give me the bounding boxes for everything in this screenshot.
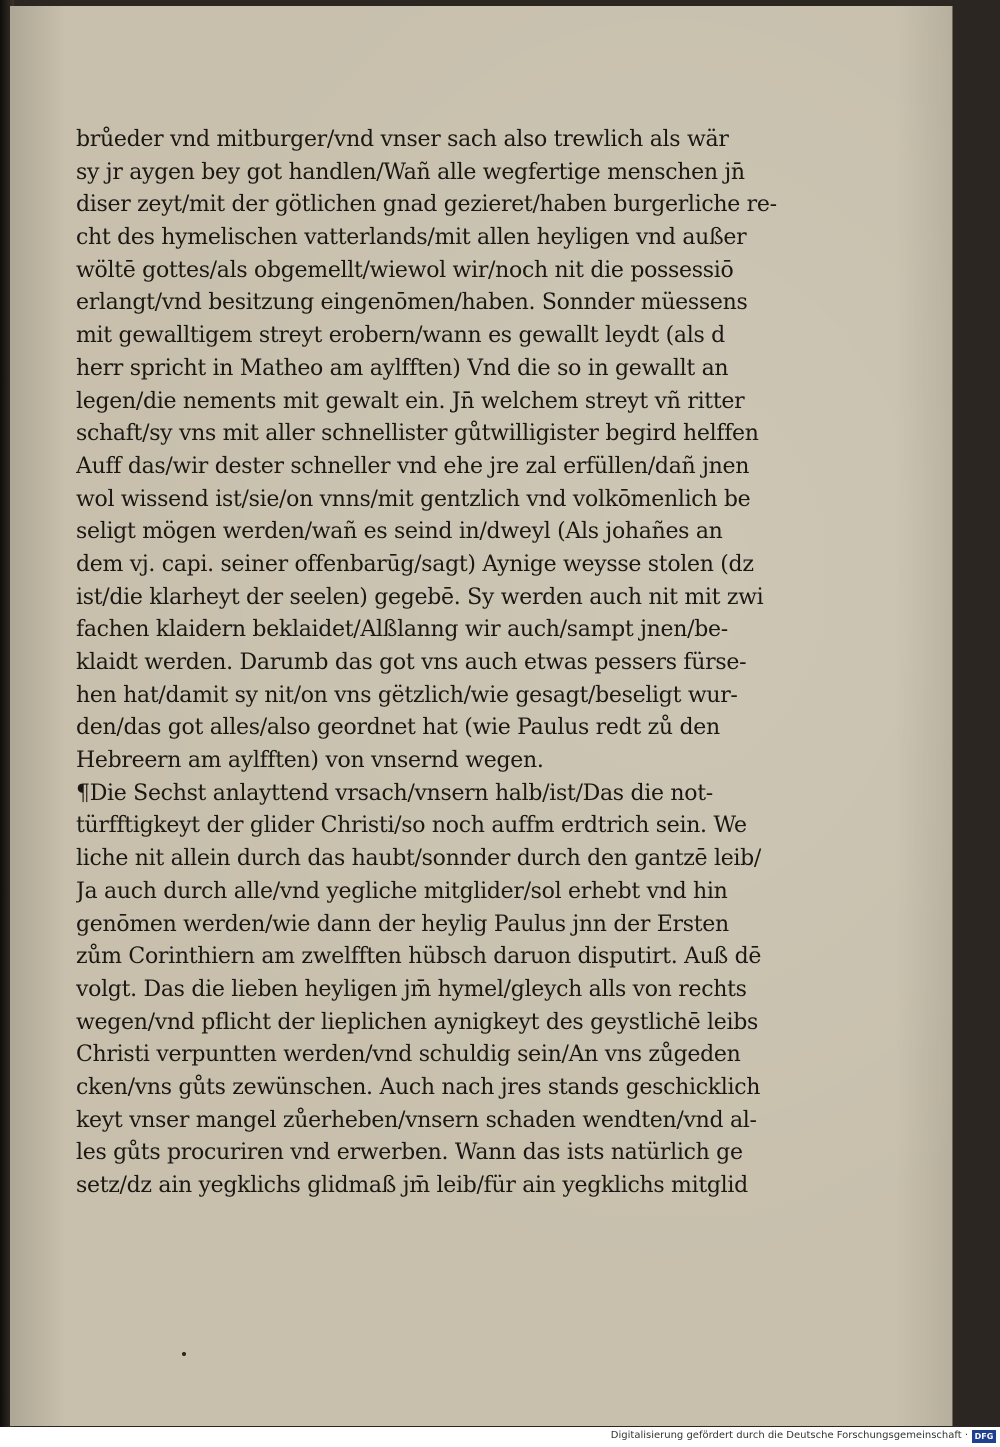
text-line: Hebreern am aylfften) von vnsernd wegen. [76, 748, 544, 774]
text-line: fachen klaidern beklaidet/Alßlanng wir auch/sampt jnen/be- [76, 617, 728, 643]
text-line: klaidt werden. Darumb das got vns auch etwas pessers fürse- [76, 650, 747, 675]
text-line: ist/die klarheyt der seelen) gegebē. Sy werden auch nit mit zwi [76, 584, 764, 610]
text-line: Auff das/wir dester schneller vnd ehe jre zal erfüllen/dañ jnen [76, 453, 750, 479]
text-line: ¶Die Sechst anlayttend vrsach/vnsern halb/ist/Das die not- [76, 780, 713, 806]
footer-credit: Digitalisierung gefördert durch die Deutsche Forschungsgemeinschaft · [610, 1430, 968, 1441]
text-line: zům Corinthiern am zwelfften hübsch daruon disputirt. Auß dē [76, 944, 762, 970]
text-line: erlangt/vnd besitzung eingenōmen/haben. Sonnder müessens [76, 290, 748, 316]
text-line: cht des hymelischen vatterlands/mit allen heyligen vnd außer [76, 225, 747, 251]
text-line: schaft/sy vns mit aller schnellister gůtwilligister begird helffen [76, 421, 759, 447]
text-line: dem vj. capi. seiner offenbarūg/sagt) Aynige weysse stolen (dz [76, 551, 754, 577]
ink-speck [182, 1352, 186, 1356]
text-line: den/das got alles/also geordnet hat (wie Paulus redt zů den [76, 715, 720, 741]
text-line: cken/vns gůts zewünschen. Auch nach jres stands geschicklich [76, 1074, 761, 1100]
text-line: türfftigkeyt der glider Christi/so noch auffm erdtrich sein. We [76, 813, 747, 839]
text-line: sy jr aygen bey got handlen/Wañ alle wegfertige menschen jn̄ [76, 159, 745, 185]
text-line: Ja auch durch alle/vnd yegliche mitglider/sol erhebt vnd hin [76, 878, 728, 904]
text-line: brůeder vnd mitburger/vnd vnser sach also trewlich als wär [76, 127, 729, 152]
text-line: wöltē gottes/als obgemellt/wiewol wir/noch nit die possessiō [76, 257, 734, 283]
book-page [10, 6, 953, 1426]
text-line: diser zeyt/mit der götlichen gnad gezieret/haben burgerliche re- [76, 192, 777, 218]
text-line: setz/dz ain yegklichs glidmaß jm̄ leib/für ain yegklichs mitglid [76, 1173, 748, 1198]
text-line: wegen/vnd pflicht der lieplichen aynigkeyt des geystlichē leibs [76, 1009, 758, 1035]
text-line: Christi verpuntten werden/vnd schuldig sein/An vns zůgeden [76, 1042, 741, 1068]
text-line: herr spricht in Matheo am aylfften) Vnd die so in gewallt an [76, 355, 729, 381]
page-text-block [76, 124, 836, 1203]
text-line: liche nit allein durch das haubt/sonnder durch den gantzē leib/ [76, 846, 762, 872]
text-line: keyt vnser mangel zůerheben/vnsern schaden wendten/vnd al- [76, 1107, 757, 1133]
dfg-logo-icon: DFG [972, 1430, 996, 1443]
text-line: genōmen werden/wie dann der heylig Paulus jnn der Ersten [76, 911, 729, 937]
text-line: hen hat/damit sy nit/on vns gëtzlich/wie gesagt/beseligt wur- [76, 682, 738, 708]
text-line: legen/die nements mit gewalt ein. Jn̄ welchem streyt vñ ritter [76, 388, 745, 414]
text-line: mit gewalltigem streyt erobern/wann es gewallt leydt (als d [76, 323, 725, 349]
text-line: wol wissend ist/sie/on vnns/mit gentzlich vnd volkōmenlich be [76, 486, 751, 512]
text-line: seligt mögen werden/wañ es seind in/dweyl (Als johañes an [76, 519, 723, 545]
footer-bar [0, 1427, 1000, 1447]
text-line: les gůts procuriren vnd erwerben. Wann das ists natürlich ge [76, 1140, 743, 1166]
text-line: volgt. Das die lieben heyligen jm̄ hymel/gleych alls von rechts [76, 976, 747, 1002]
